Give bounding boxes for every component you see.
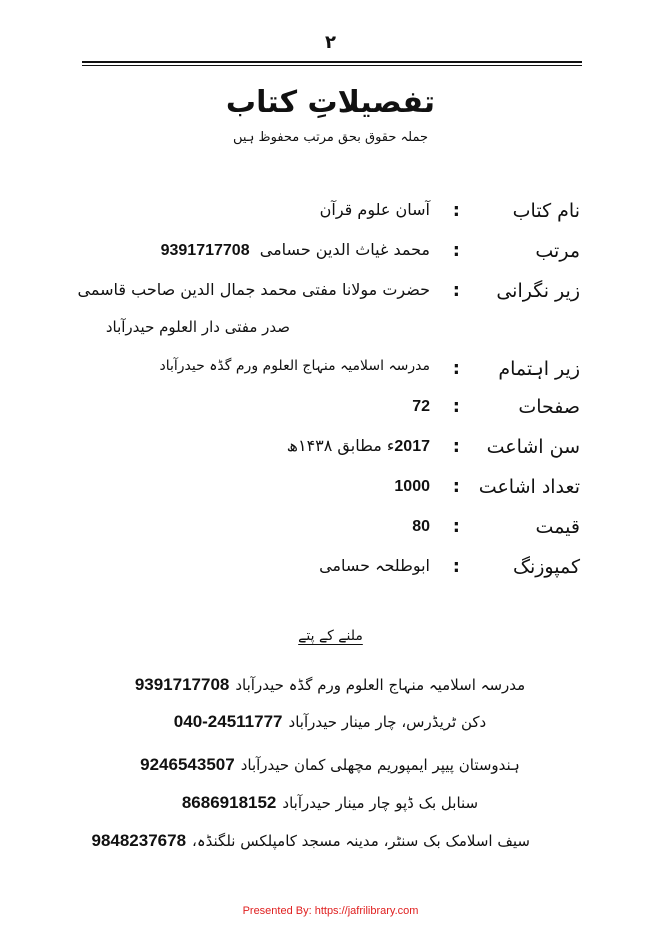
detail-label: زیر نگرانی bbox=[496, 280, 580, 302]
detail-colon: : bbox=[452, 516, 460, 537]
address-line: دکن ٹریڈرس، چار مینار حیدرآباد040-24511777 bbox=[173, 712, 487, 731]
detail-row-composing bbox=[100, 556, 580, 586]
detail-row-pages bbox=[100, 396, 580, 426]
detail-colon: : bbox=[452, 200, 460, 221]
detail-value: 1000 bbox=[394, 478, 430, 495]
address-phone: 040-24511777 bbox=[173, 712, 283, 731]
address-phone: 9391717708 bbox=[134, 675, 230, 694]
detail-row-copies bbox=[100, 476, 580, 506]
detail-label: کمپوزنگ bbox=[512, 556, 580, 578]
address-line: سیف اسلامک بک سنٹر، مدینہ مسجد کامپلکس نلگنڈہ،9848237678 bbox=[91, 831, 530, 850]
detail-row-price bbox=[100, 516, 580, 546]
address-phone: 9246543507 bbox=[140, 755, 235, 774]
address-phone: 8686918152 bbox=[181, 793, 277, 812]
copyright-note: جملہ حقوق بحق مرتب محفوظ ہیں bbox=[232, 130, 429, 145]
detail-colon: : bbox=[452, 280, 460, 301]
detail-value: حضرت مولانا مفتی محمد جمال الدین صاحب قاسمی bbox=[77, 280, 430, 299]
detail-value: محمد غیاث الدین حسامی 9391717708 bbox=[160, 240, 430, 259]
detail-colon: : bbox=[452, 556, 460, 577]
detail-value: 2017ء مطابق ۱۴۳۸ھ bbox=[286, 436, 430, 455]
detail-row-book-name bbox=[100, 200, 580, 230]
detail-label: تعداد اشاعت bbox=[478, 476, 580, 498]
detail-label: زیر اہتمام bbox=[498, 358, 580, 380]
detail-value: 80 bbox=[412, 518, 430, 535]
detail-row-publish-year bbox=[100, 436, 580, 466]
detail-row-compiler bbox=[100, 240, 580, 270]
header-rule-thin bbox=[82, 65, 582, 66]
detail-value: ابوطلحہ حسامی bbox=[319, 556, 430, 575]
detail-label: صفحات bbox=[518, 396, 580, 418]
detail-colon: : bbox=[452, 436, 460, 457]
detail-label: قیمت bbox=[535, 516, 580, 538]
detail-row-supervision bbox=[77, 280, 580, 310]
detail-colon: : bbox=[452, 396, 460, 417]
header-rule bbox=[82, 61, 582, 63]
detail-colon: : bbox=[452, 240, 460, 261]
supervisor-title: صدر مفتی دار العلوم حیدرآباد bbox=[105, 318, 290, 336]
availability-heading: ملنے کے پتے bbox=[298, 628, 363, 644]
detail-label: سن اشاعت bbox=[486, 436, 580, 458]
detail-colon: : bbox=[452, 476, 460, 497]
detail-label: مرتب bbox=[535, 240, 580, 262]
page-title: تفصیلاتِ کتاب bbox=[225, 85, 436, 120]
detail-value: آسان علوم قرآن bbox=[319, 200, 430, 219]
detail-row-management bbox=[100, 358, 580, 388]
detail-value: 72 bbox=[412, 398, 430, 415]
detail-value: مدرسہ اسلامیہ منہاج العلوم ورم گڈہ حیدرآباد bbox=[159, 358, 430, 374]
detail-colon: : bbox=[452, 358, 460, 379]
footer-credit[interactable]: Presented By: https://jafrilibrary.com bbox=[242, 905, 419, 917]
address-line: سنابل بک ڈپو چار مینار حیدرآباد8686918152 bbox=[181, 793, 479, 812]
compiler-phone: 9391717708 bbox=[160, 242, 250, 259]
page-number: ۲ bbox=[325, 32, 336, 53]
address-line: مدرسہ اسلامیہ منہاج العلوم ورم گڈہ حیدرآباد9391717708 bbox=[134, 675, 526, 694]
address-phone: 9848237678 bbox=[91, 831, 187, 850]
address-line: ہندوستان پیپر ایمپوریم مچھلی کمان حیدرآباد9246543507 bbox=[140, 755, 520, 774]
detail-label: نام کتاب bbox=[512, 200, 580, 222]
